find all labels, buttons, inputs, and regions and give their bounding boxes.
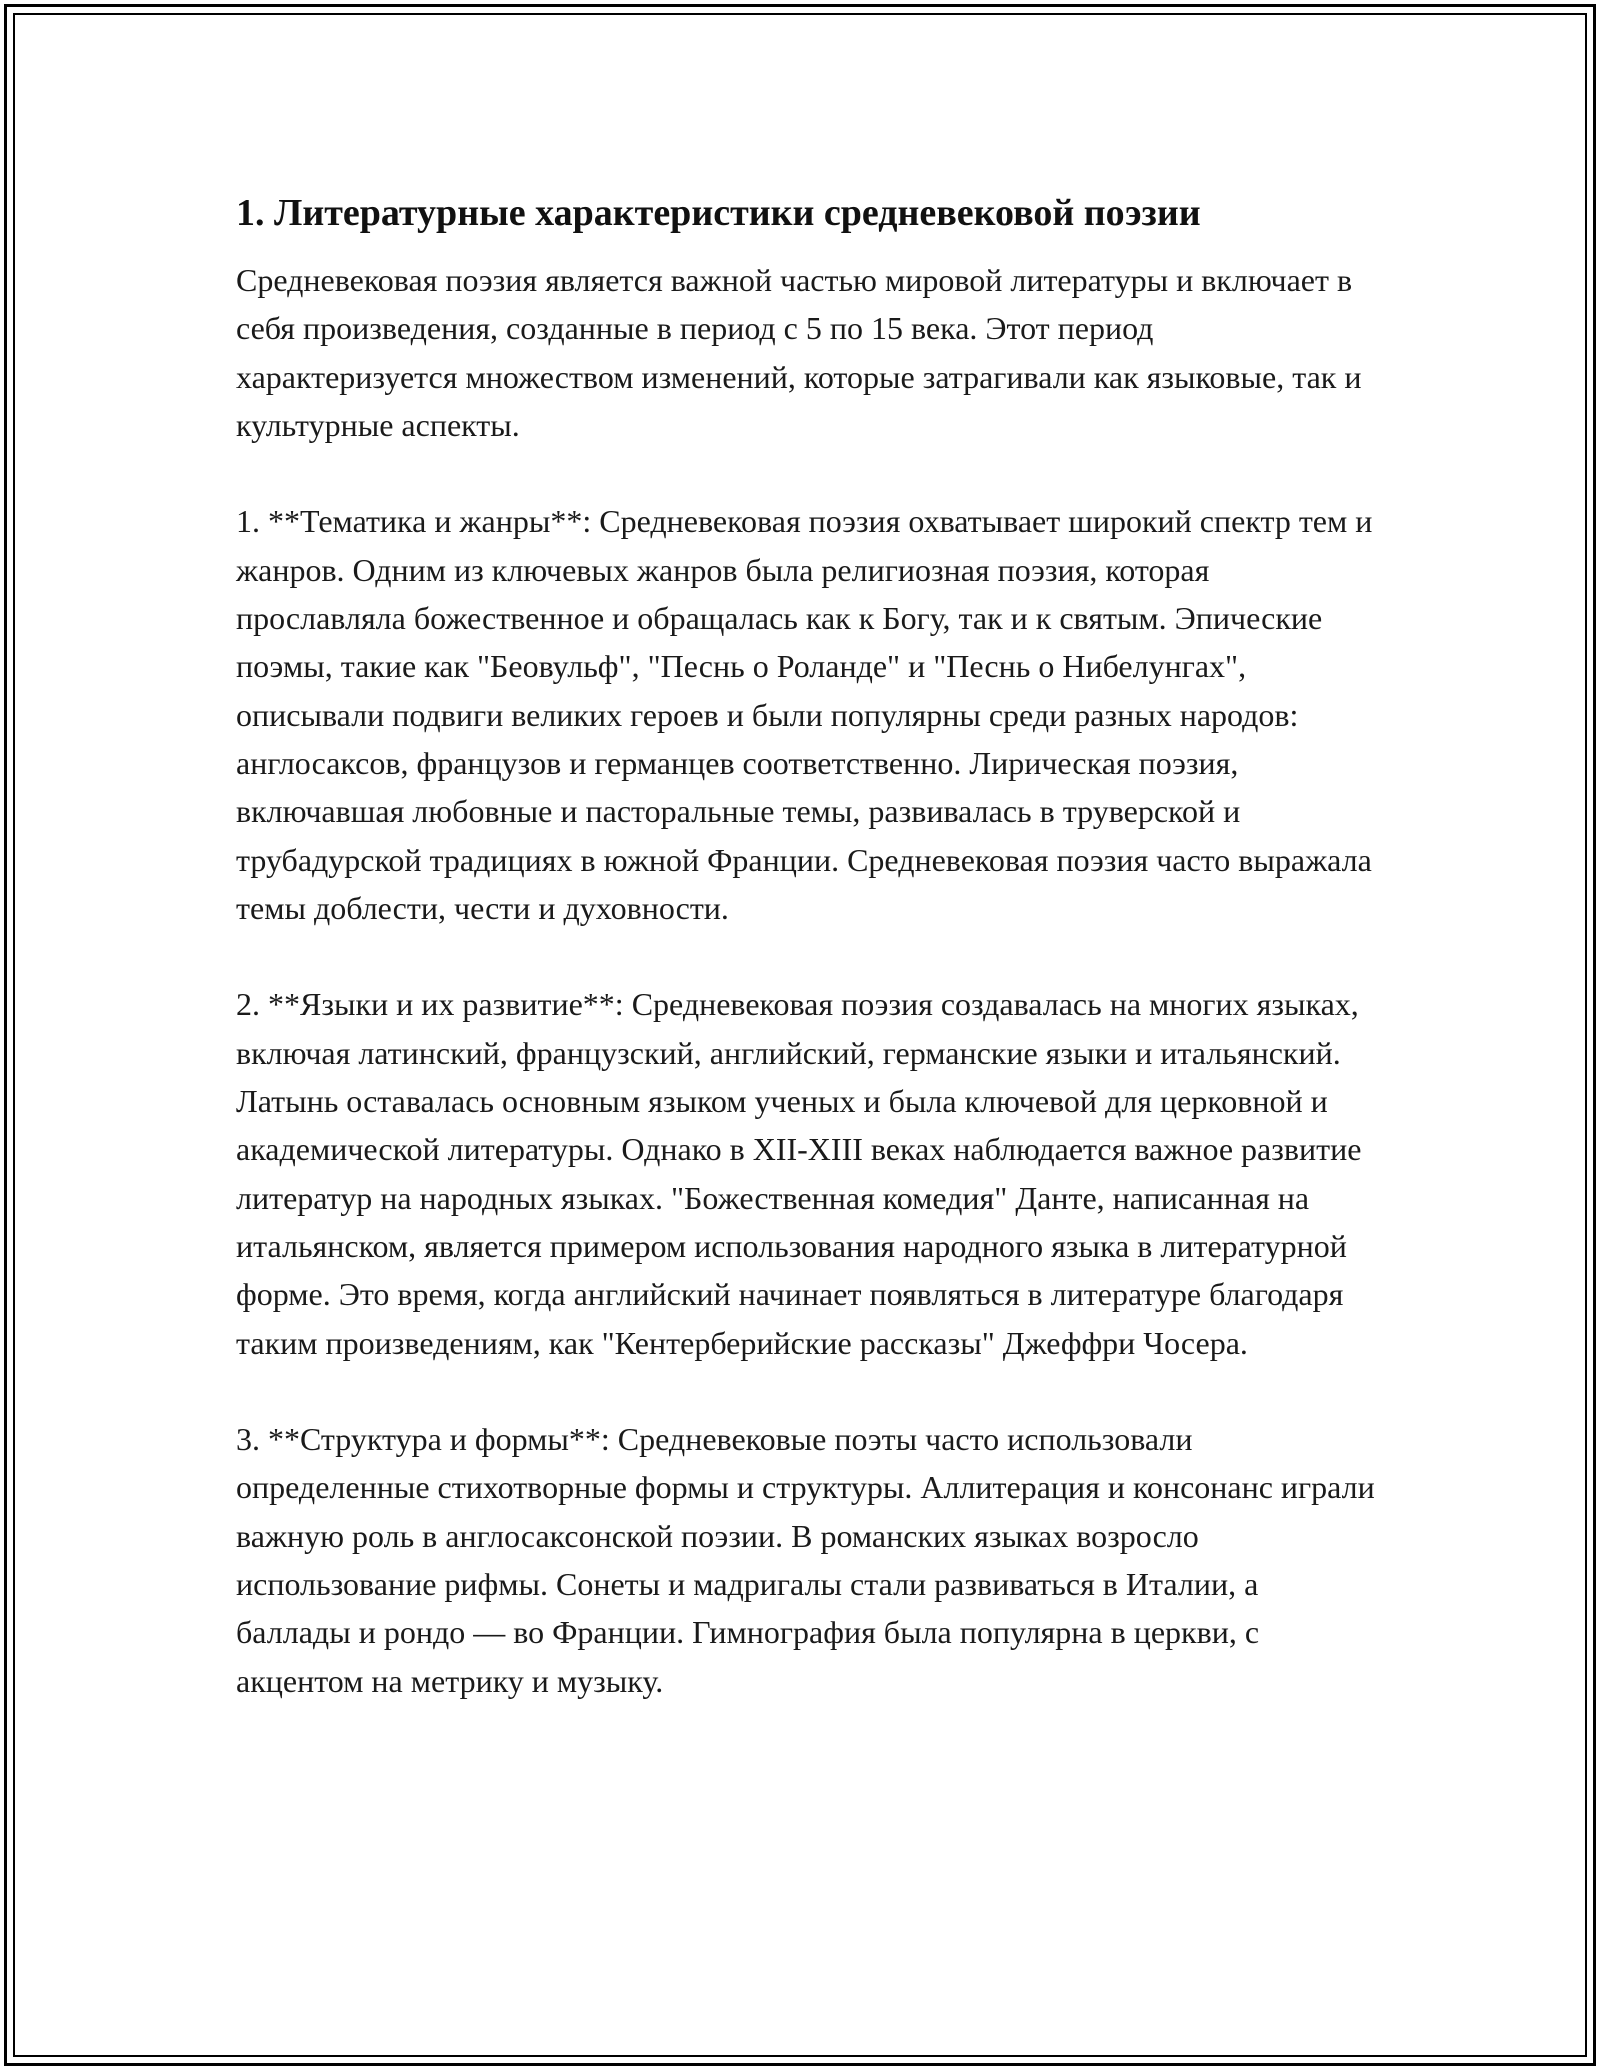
section-heading: 1. Литературные характеристики средневековой поэзии xyxy=(236,192,1201,234)
intro-paragraph: Средневековая поэзия является важной частью мировой литературы и включает в себя произведения, созданные в период с 5 по 15 века. Этот период характеризуется множеством изменений, которые затрагивали как языковые, так и культурные аспекты. xyxy=(236,262,1362,443)
paragraph-languages: 2. **Языки и их развитие**: Средневековая поэзия создавалась на многих языках, включая латинский, французский, английский, германские языки и итальянский. Латынь оставалась основным языком ученых и была ключевой для церковной и академической литературы. Однако в XII-XIII веках наблюдается важное развитие литератур на народных языках. "Божественная комедия" Данте, написанная на итальянском, является примером использования народного языка в литературной форме. Это время, когда английский начинает появляться в литературе благодаря таким произведениям, как "Кентерберийские рассказы" Джеффри Чосера. xyxy=(236,986,1362,1361)
document-body xyxy=(236,186,1376,1753)
paragraph-themes-genres: 1. **Тематика и жанры**: Средневековая поэзия охватывает широкий спектр тем и жанров. Одним из ключевых жанров была религиозная поэзия, которая прославляла божественное и обращалась как к Богу, так и к святым. Эпические поэмы, такие как "Беовульф", "Песнь о Роланде" и "Песнь о Нибелунгах", описывали подвиги великих героев и были популярны среди разных народов: англосаксов, французов и германцев соответственно. Лирическая поэзия, включавшая любовные и пасторальные темы, развивалась в труверской и трубадурской традициях в южной Франции. Средневековая поэзия часто выражала темы доблести, чести и духовности. xyxy=(236,503,1373,926)
paragraph-structure-forms: 3. **Структура и формы**: Средневековые поэты часто использовали определенные стихотворные формы и структуры. Аллитерация и консонанс играли важную роль в англосаксонской поэзии. В романских языках возросло использование рифмы. Сонеты и мадригалы стали развиваться в Италии, а баллады и рондо — во Франции. Гимнография была популярна в церкви, с акцентом на метрику и музыку. xyxy=(236,1421,1375,1699)
